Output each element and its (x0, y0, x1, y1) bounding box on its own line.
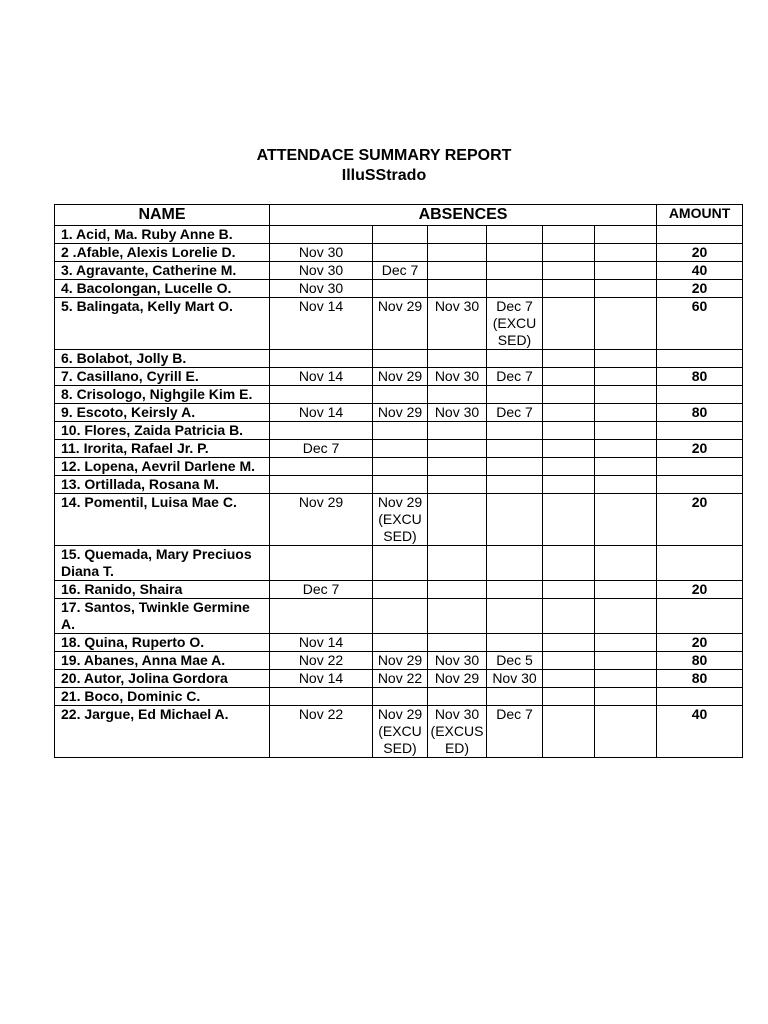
table-row (55, 581, 743, 599)
absence-date (270, 688, 373, 706)
absence-date (270, 226, 373, 244)
report-subtitle: IlluSStrado (341, 167, 427, 184)
absence-date: Nov 29 (428, 670, 487, 688)
absence-date: Nov 30 (270, 280, 373, 298)
absence-date (487, 280, 543, 298)
absence-date (543, 599, 595, 634)
absence-date (373, 546, 428, 581)
absence-date (595, 458, 657, 476)
absence-date (428, 386, 487, 404)
absence-date (595, 599, 657, 634)
absence-date (487, 494, 543, 546)
absence-date (373, 280, 428, 298)
absence-date: Dec 7 (EXCUSED) (487, 298, 543, 350)
absence-date (487, 226, 543, 244)
absence-date: Dec 7 (373, 262, 428, 280)
student-name: 16. Ranido, Shaira (55, 581, 270, 599)
absence-date (487, 422, 543, 440)
absence-date (595, 244, 657, 262)
absence-date (373, 386, 428, 404)
absence-date (428, 280, 487, 298)
absence-date: Nov 14 (270, 298, 373, 350)
absence-date: Nov 30 (270, 244, 373, 262)
student-name: 11. Irorita, Rafael Jr. P. (55, 440, 270, 458)
header-name: NAME (55, 205, 270, 226)
student-name: 15. Quemada, Mary Preciuos Diana T. (55, 546, 270, 581)
absence-date: Nov 30 (428, 368, 487, 386)
absence-date (270, 476, 373, 494)
absence-date (543, 706, 595, 758)
student-name: 19. Abanes, Anna Mae A. (55, 652, 270, 670)
absence-date (373, 350, 428, 368)
absence-date: Nov 30 (428, 298, 487, 350)
absence-date: Nov 30 (487, 670, 543, 688)
absence-date (428, 458, 487, 476)
absence-date (595, 350, 657, 368)
absence-date: Nov 29 (373, 298, 428, 350)
absence-date (595, 298, 657, 350)
amount-value (657, 688, 743, 706)
table-row (55, 670, 743, 688)
absence-date (373, 422, 428, 440)
absence-date (543, 652, 595, 670)
absence-date (543, 368, 595, 386)
absence-date: Dec 7 (487, 706, 543, 758)
table-row (55, 226, 743, 244)
student-name: 14. Pomentil, Luisa Mae C. (55, 494, 270, 546)
absence-date (595, 422, 657, 440)
absence-date (543, 494, 595, 546)
absence-date (595, 280, 657, 298)
absence-date (487, 386, 543, 404)
absence-date (487, 599, 543, 634)
student-name: 17. Santos, Twinkle Germine A. (55, 599, 270, 634)
absence-date: Nov 14 (270, 404, 373, 422)
absence-date (270, 422, 373, 440)
absence-date (543, 280, 595, 298)
absence-date (543, 298, 595, 350)
absence-date (373, 244, 428, 262)
absence-date (428, 262, 487, 280)
absence-date: Dec 7 (487, 368, 543, 386)
absence-date (595, 262, 657, 280)
absence-date (373, 458, 428, 476)
absence-date: Nov 29 (EXCUSED) (373, 706, 428, 758)
absence-date (373, 599, 428, 634)
absence-date (373, 581, 428, 599)
amount-value (657, 226, 743, 244)
table-row (55, 476, 743, 494)
absence-date: Dec 7 (270, 581, 373, 599)
absence-date (270, 386, 373, 404)
absence-date: Dec 7 (270, 440, 373, 458)
amount-value (657, 476, 743, 494)
absence-date: Dec 7 (487, 404, 543, 422)
absence-date (373, 688, 428, 706)
amount-value: 20 (657, 634, 743, 652)
absence-date (373, 440, 428, 458)
absence-date (428, 440, 487, 458)
amount-value (657, 386, 743, 404)
absence-date (595, 634, 657, 652)
absence-date (543, 634, 595, 652)
student-name: 21. Boco, Dominic C. (55, 688, 270, 706)
absence-date: Nov 30 (270, 262, 373, 280)
table-row (55, 298, 743, 350)
header-absences: ABSENCES (270, 205, 657, 226)
absence-date (428, 688, 487, 706)
table-row (55, 244, 743, 262)
student-name: 1. Acid, Ma. Ruby Anne B. (55, 226, 270, 244)
student-name: 10. Flores, Zaida Patricia B. (55, 422, 270, 440)
table-row (55, 458, 743, 476)
absence-date (543, 440, 595, 458)
absence-date (487, 350, 543, 368)
table-row (55, 280, 743, 298)
student-name: 18. Quina, Ruperto O. (55, 634, 270, 652)
absence-date (487, 458, 543, 476)
table-row (55, 440, 743, 458)
student-name: 2 .Afable, Alexis Lorelie D. (55, 244, 270, 262)
table-row (55, 262, 743, 280)
absence-date (595, 706, 657, 758)
absence-date (595, 476, 657, 494)
absence-date (543, 386, 595, 404)
student-name: 13. Ortillada, Rosana M. (55, 476, 270, 494)
amount-value: 20 (657, 280, 743, 298)
absence-date: Nov 22 (270, 652, 373, 670)
absence-date (373, 476, 428, 494)
absence-date: Nov 29 (373, 652, 428, 670)
absence-date (543, 670, 595, 688)
amount-value: 20 (657, 244, 743, 262)
table-row (55, 652, 743, 670)
amount-value: 80 (657, 652, 743, 670)
absence-date (543, 404, 595, 422)
absence-date (270, 546, 373, 581)
amount-value (657, 350, 743, 368)
absence-date: Nov 30 (428, 652, 487, 670)
absence-date (270, 458, 373, 476)
amount-value: 60 (657, 298, 743, 350)
amount-value: 80 (657, 404, 743, 422)
absence-date (543, 458, 595, 476)
absence-date (428, 494, 487, 546)
amount-value (657, 458, 743, 476)
absence-date (428, 634, 487, 652)
table-row (55, 494, 743, 546)
absence-date (373, 226, 428, 244)
table-row (55, 546, 743, 581)
student-name: 4. Bacolongan, Lucelle O. (55, 280, 270, 298)
absence-date (373, 634, 428, 652)
absence-date (428, 546, 487, 581)
student-name: 12. Lopena, Aevril Darlene M. (55, 458, 270, 476)
amount-value: 20 (657, 440, 743, 458)
absence-date (428, 350, 487, 368)
absence-date: Nov 22 (270, 706, 373, 758)
absence-date: Nov 14 (270, 670, 373, 688)
amount-value (657, 546, 743, 581)
table-row (55, 350, 743, 368)
absence-date (595, 652, 657, 670)
absence-date (595, 226, 657, 244)
table-row (55, 634, 743, 652)
absence-date (270, 350, 373, 368)
absence-date (595, 546, 657, 581)
absence-date (595, 581, 657, 599)
absence-date (428, 422, 487, 440)
student-name: 3. Agravante, Catherine M. (55, 262, 270, 280)
absence-date (543, 546, 595, 581)
absence-date (595, 670, 657, 688)
absence-date (595, 404, 657, 422)
amount-value: 40 (657, 262, 743, 280)
table-row (55, 404, 743, 422)
absence-date: Nov 29 (373, 404, 428, 422)
table-row (55, 688, 743, 706)
absence-date: Nov 22 (373, 670, 428, 688)
absence-date (543, 262, 595, 280)
student-name: 7. Casillano, Cyrill E. (55, 368, 270, 386)
absence-date (595, 386, 657, 404)
student-name: 22. Jargue, Ed Michael A. (55, 706, 270, 758)
absence-date (270, 599, 373, 634)
absence-date (487, 244, 543, 262)
absence-date (543, 476, 595, 494)
absence-date (428, 581, 487, 599)
table-header-row (55, 205, 743, 226)
amount-value (657, 422, 743, 440)
amount-value: 20 (657, 494, 743, 546)
absence-date (595, 440, 657, 458)
amount-value: 80 (657, 670, 743, 688)
absence-date (543, 422, 595, 440)
amount-value: 20 (657, 581, 743, 599)
absence-date: Nov 14 (270, 634, 373, 652)
absence-date (487, 440, 543, 458)
table-row (55, 386, 743, 404)
absence-date (487, 546, 543, 581)
absence-date (487, 581, 543, 599)
amount-value: 80 (657, 368, 743, 386)
absence-date (543, 581, 595, 599)
table-row (55, 599, 743, 634)
absence-date: Dec 5 (487, 652, 543, 670)
table-row (55, 706, 743, 758)
absence-date (428, 599, 487, 634)
absence-date (487, 262, 543, 280)
header-amount: AMOUNT (657, 205, 743, 226)
student-name: 8. Crisologo, Nighgile Kim E. (55, 386, 270, 404)
absence-date: Nov 14 (270, 368, 373, 386)
absence-date: Nov 30 (EXCUSED) (428, 706, 487, 758)
attendance-table (54, 204, 743, 758)
absence-date (428, 244, 487, 262)
student-name: 20. Autor, Jolina Gordora (55, 670, 270, 688)
table-row (55, 368, 743, 386)
absence-date: Nov 29 (373, 368, 428, 386)
student-name: 6. Bolabot, Jolly B. (55, 350, 270, 368)
absence-date (543, 226, 595, 244)
absence-date (595, 688, 657, 706)
absence-date (543, 244, 595, 262)
absence-date (428, 476, 487, 494)
student-name: 5. Balingata, Kelly Mart O. (55, 298, 270, 350)
absence-date (543, 688, 595, 706)
amount-value (657, 599, 743, 634)
absence-date (595, 368, 657, 386)
table-row (55, 422, 743, 440)
absence-date (428, 226, 487, 244)
absence-date (487, 476, 543, 494)
absence-date (595, 494, 657, 546)
student-name: 9. Escoto, Keirsly A. (55, 404, 270, 422)
absence-date (487, 688, 543, 706)
absence-date (543, 350, 595, 368)
absence-date (487, 634, 543, 652)
amount-value: 40 (657, 706, 743, 758)
report-title: ATTENDACE SUMMARY REPORT (256, 147, 512, 164)
absence-date: Nov 30 (428, 404, 487, 422)
absence-date: Nov 29 (EXCUSED) (373, 494, 428, 546)
absence-date: Nov 29 (270, 494, 373, 546)
